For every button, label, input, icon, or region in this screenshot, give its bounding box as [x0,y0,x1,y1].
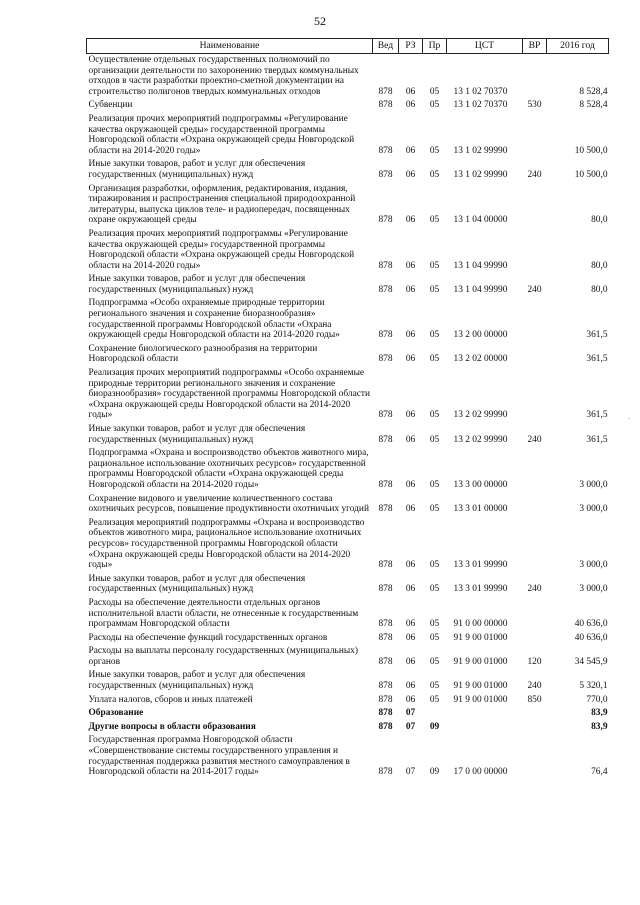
cell-cst: 13 1 02 70370 [453,100,508,111]
header-vr: ВР [523,39,547,54]
table-row [87,707,609,721]
table-row [87,573,609,597]
cell-name: Уплата налогов, сборов и иных платежей [88,694,253,705]
cell-ved: 878 [378,410,393,421]
cell-name: Реализация прочих мероприятий подпрограммы «Регулирование качества окружающей среды» государственной программы Новгородской области «Охрана окружающей среды Новгородской области на 2014-2020 годы» [88,228,355,271]
cell-name: Иные закупки товаров, работ и услуг для обеспечения государственных (муниципальных) нужд [88,424,306,445]
cell-cst: 13 1 04 99990 [453,284,508,295]
cell-ved: 878 [378,504,393,515]
cell-pr: 05 [429,479,440,490]
cell-name: Организация разработки, оформления, редактирования, издания, тиражирования и распространения специальной природоохранной литературы, выпуска циклов теле- и радиопередач, посвященных охране окружающей среды [88,183,356,226]
cell-name: Другие вопросы в области образования [88,721,256,732]
cell-pr: 05 [429,169,440,180]
cell-rz: 06 [405,86,416,97]
cell-ved: 878 [378,100,393,111]
cell-pr: 05 [429,434,440,445]
cell-vr [523,632,547,646]
cell-cst: 13 3 01 99990 [453,560,508,571]
cell-sum: 361,5 [586,330,608,341]
header-rz: РЗ [399,39,423,54]
cell-pr: 05 [429,284,440,295]
cell-pr: 05 [429,86,440,97]
cell-name: Сохранение видового и увеличение количественного состава охотничьих ресурсов, повышение продуктивности охотничьих угодий [88,493,369,515]
cell-rz: 07 [405,721,416,732]
cell-vr [523,597,547,632]
cell-rz: 06 [405,145,416,156]
cell-name: Реализация прочих мероприятий подпрограммы «Регулирование качества окружающей среды» государственной программы Новгородской области «Охрана окружающей среды Новгородской области на 2014-2020 годы» [88,113,355,156]
cell-cst: 13 1 04 00000 [453,215,508,226]
cell-pr [423,707,447,721]
cell-vr [523,734,547,779]
cell-vr [523,183,547,228]
table-row [87,447,609,492]
cell-cst: 17 0 00 00000 [453,767,508,778]
table-row [87,273,609,297]
cell-cst: 13 1 04 99990 [453,260,508,271]
cell-rz: 06 [405,434,416,445]
cell-pr: 05 [429,681,440,692]
cell-vr [523,721,547,735]
cell-sum: 361,5 [586,410,608,421]
cell-pr: 05 [429,330,440,341]
page-number: 52 [314,14,326,28]
table-row [87,645,609,669]
cell-sum: 40 636,0 [574,619,608,630]
cell-ved: 878 [378,721,393,732]
cell-rz: 06 [405,354,416,365]
cell-vr: 240 [527,169,542,180]
table-row [87,423,609,447]
cell-rz: 06 [405,681,416,692]
cell-cst: 91 0 00 00000 [453,619,508,630]
cell-name: Субвенции [88,100,133,111]
cell-name: Расходы на обеспечение деятельности отдельных органов исполнительной власти области, не отнесенные к государственным программам Новгородской области [88,597,359,630]
cell-pr: 09 [429,721,440,732]
cell-vr [523,447,547,492]
cell-name: Расходы на выплаты персоналу государственных (муниципальных) органов [88,646,358,667]
cell-name: Реализация мероприятий подпрограммы «Охрана и воспроизводство объектов животного мира, рациональное использование охотничьих ресурсов» государственной программы Новгородской области «Охрана окружающей среды Новгородской области на 2014-2020 годы» [88,517,365,571]
cell-ved: 878 [378,767,393,778]
table-row [87,694,609,708]
cell-ved: 878 [378,632,393,643]
cell-vr: 240 [527,284,542,295]
cell-vr [523,297,547,342]
cell-sum: 80,0 [591,215,608,226]
cell-ved: 878 [378,169,393,180]
cell-name: Иные закупки товаров, работ и услуг для обеспечения государственных (муниципальных) нужд [88,159,306,180]
cell-ved: 878 [378,215,393,226]
cell-ved: 878 [378,656,393,667]
cell-ved: 878 [378,354,393,365]
cell-ved: 878 [378,694,393,705]
cell-cst: 13 2 02 00000 [453,354,508,365]
cell-sum: 361,5 [586,354,608,365]
cell-sum: 34 545,9 [574,656,608,667]
cell-rz: 06 [405,479,416,490]
cell-rz: 06 [405,504,416,515]
table-row [87,632,609,646]
cell-cst: 13 1 02 99990 [453,169,508,180]
cell-sum: 83,9 [591,721,608,732]
cell-vr: 850 [527,694,542,705]
cell-vr [523,493,547,517]
cell-cst: 91 9 00 01000 [453,681,508,692]
cell-pr: 05 [429,260,440,271]
cell-sum: 770,0 [586,694,608,705]
cell-vr: 240 [527,584,542,595]
table-row [87,54,609,100]
cell-ved: 878 [378,479,393,490]
header-year: 2016 год [547,39,609,54]
cell-name: Подпрограмма «Особо охраняемые природные территории регионального значения и сохранение биоразнообразия» государственной программы Новгородской области «Охрана окружающей среды Новгородской области на 2014-2020 годы» [88,298,340,341]
cell-pr: 05 [429,215,440,226]
cell-pr: 05 [429,354,440,365]
cell-rz: 06 [405,260,416,271]
cell-ved: 878 [378,260,393,271]
table-row [87,99,609,113]
cell-vr [523,707,547,721]
table-row [87,113,609,158]
cell-vr [523,228,547,273]
cell-rz: 06 [405,632,416,643]
table-row [87,367,609,423]
cell-name: Подпрограмма «Охрана и воспроизводство объектов животного мира, рациональное использование охотничьих ресурсов» государственной программы Новгородской области «Охрана окружающей среды Новгородской области на 2014-2020 годы» [88,448,369,490]
cell-vr [523,517,547,573]
scan-speck: . [628,412,630,421]
cell-sum: 40 636,0 [574,632,608,643]
cell-ved: 878 [378,434,393,445]
cell-cst: 13 1 02 70370 [453,86,508,97]
table-row [87,597,609,632]
cell-cst: 91 9 00 01000 [453,694,508,705]
cell-vr [523,343,547,367]
cell-cst: 13 3 01 00000 [453,504,508,515]
cell-pr: 05 [429,694,440,705]
cell-name: Расходы на обеспечение функций государственных органов [88,632,328,643]
cell-vr [523,367,547,423]
cell-rz: 07 [405,708,416,719]
cell-sum: 361,5 [586,434,608,445]
cell-rz: 06 [405,284,416,295]
cell-ved: 878 [378,284,393,295]
cell-ved: 878 [378,681,393,692]
table-row [87,669,609,693]
header-ved: Вед [373,39,399,54]
cell-sum: 76,4 [591,767,608,778]
cell-vr: 240 [527,681,542,692]
table-row [87,158,609,182]
cell-rz: 06 [405,584,416,595]
cell-cst: 91 9 00 01000 [453,632,508,643]
cell-pr: 05 [429,584,440,595]
cell-name: Иные закупки товаров, работ и услуг для обеспечения государственных (муниципальных) нужд [88,573,306,595]
cell-cst [447,707,523,721]
cell-sum: 80,0 [591,284,608,295]
cell-vr: 120 [527,656,542,667]
cell-ved: 878 [378,619,393,630]
cell-sum: 3 000,0 [579,560,608,571]
cell-name: Государственная программа Новгородской области «Совершенствование системы государственного управления и государственная поддержка развития местного самоуправления в Новгородской области на 2014-2017 годы» [88,735,350,778]
cell-sum: 10 500,0 [574,145,608,156]
cell-rz: 06 [405,560,416,571]
cell-name: Иные закупки товаров, работ и услуг для обеспечения государственных (муниципальных) нужд [88,274,306,295]
cell-rz: 06 [405,694,416,705]
table-row [87,734,609,779]
cell-sum: 5 320,1 [579,681,608,692]
table-row [87,493,609,517]
cell-pr: 05 [429,410,440,421]
cell-sum: 3 000,0 [579,584,608,595]
cell-sum: 83,9 [591,708,608,719]
cell-cst: 13 2 02 99990 [453,410,508,421]
cell-vr [523,54,547,100]
table-row [87,297,609,342]
cell-rz: 06 [405,169,416,180]
header-name: Наименование [87,39,373,54]
cell-vr: 530 [527,100,542,111]
cell-vr [523,113,547,158]
cell-cst: 13 3 01 99990 [453,584,508,595]
cell-pr: 05 [429,145,440,156]
cell-sum: 8 528,4 [579,100,608,111]
cell-ved: 878 [378,560,393,571]
cell-rz: 06 [405,410,416,421]
cell-pr: 05 [429,619,440,630]
cell-sum: 10 500,0 [574,169,608,180]
table-row [87,343,609,367]
cell-cst: 13 2 00 00000 [453,330,508,341]
cell-name: Образование [88,708,144,719]
table-row [87,228,609,273]
cell-sum: 8 528,4 [579,86,608,97]
cell-rz: 06 [405,330,416,341]
cell-pr: 05 [429,656,440,667]
cell-sum: 3 000,0 [579,504,608,515]
cell-cst: 13 1 02 99990 [453,145,508,156]
cell-pr: 09 [429,767,440,778]
cell-name: Иные закупки товаров, работ и услуг для обеспечения государственных (муниципальных) нужд [88,670,306,692]
table-row [87,517,609,573]
cell-ved: 878 [378,86,393,97]
cell-name: Сохранение биологического разнообразия на территории Новгородской области [88,343,318,365]
cell-ved: 878 [378,330,393,341]
budget-table [86,38,609,780]
header-row [87,39,609,54]
table-row [87,183,609,228]
cell-cst: 13 2 02 99990 [453,434,508,445]
cell-cst: 91 9 00 01000 [453,656,508,667]
cell-vr: 240 [527,434,542,445]
cell-rz: 06 [405,619,416,630]
cell-sum: 3 000,0 [579,479,608,490]
cell-ved: 878 [378,145,393,156]
cell-rz: 07 [405,767,416,778]
table-row [87,721,609,735]
cell-ved: 878 [378,584,393,595]
cell-sum: 80,0 [591,260,608,271]
cell-name: Реализация прочих мероприятий подпрограммы «Особо охраняемые природные территории регионального значения и сохранение биоразнообразия» государственной программы Новгородской области «Охрана окружающей среды Новгородской области на 2014-2020 годы» [88,368,371,421]
cell-pr: 05 [429,100,440,111]
cell-rz: 06 [405,215,416,226]
header-cst: ЦСТ [447,39,523,54]
cell-pr: 05 [429,560,440,571]
cell-rz: 06 [405,656,416,667]
cell-ved: 878 [378,708,393,719]
cell-cst: 13 3 00 00000 [453,479,508,490]
header-pr: Пр [423,39,447,54]
cell-rz: 06 [405,100,416,111]
cell-pr: 05 [429,504,440,515]
cell-pr: 05 [429,632,440,643]
cell-cst [447,721,523,735]
cell-name: Осуществление отдельных государственных полномочий по организации деятельности по захоронению твердых коммунальных отходов в части разработки проектно-сметной документации на строительство полигонов твердых коммунальных отходов [88,55,359,97]
